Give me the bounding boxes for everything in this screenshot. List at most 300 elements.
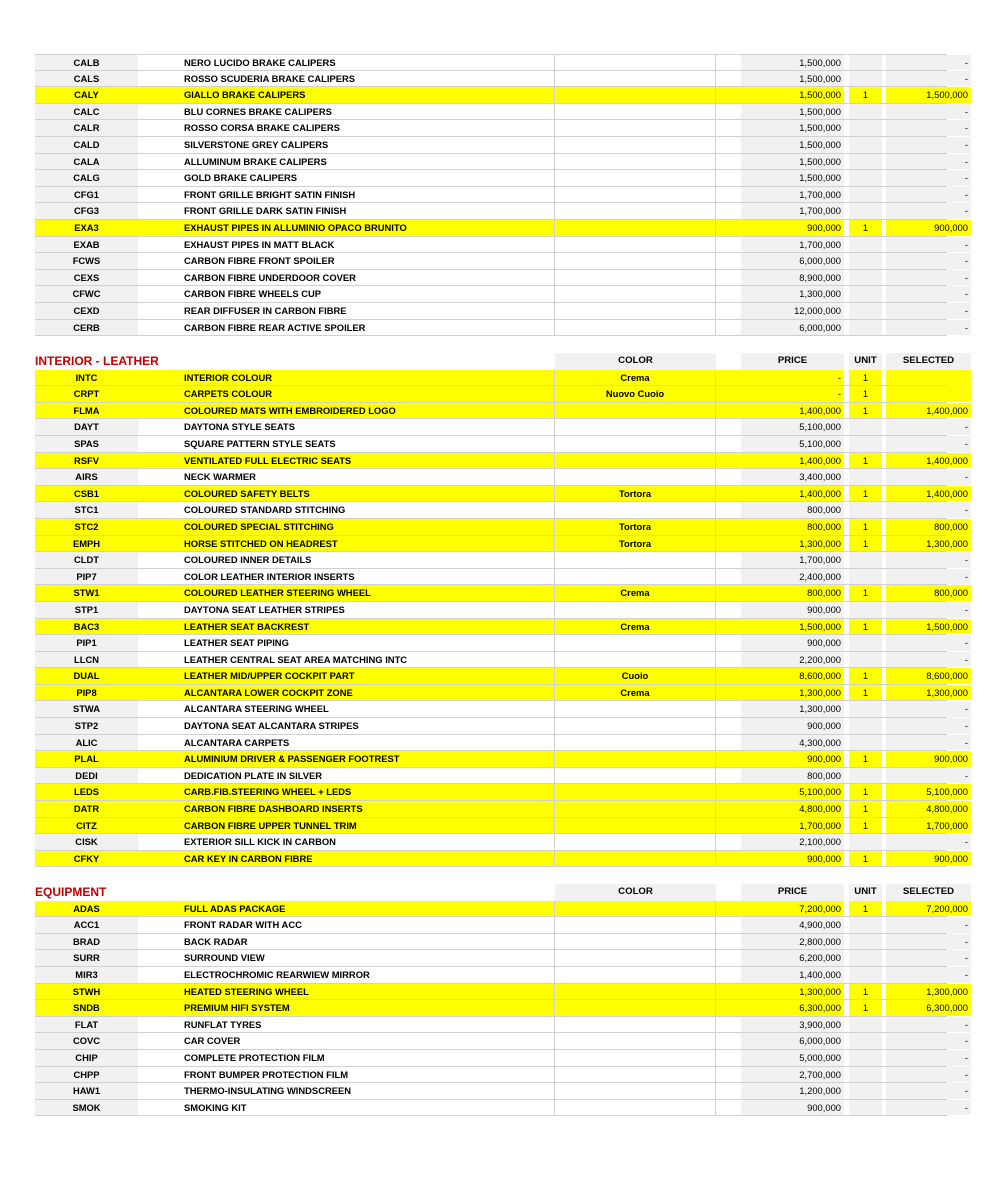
- cell-spacer: [716, 602, 741, 618]
- option-selected-amount: -: [886, 469, 971, 485]
- option-unit: [849, 934, 882, 950]
- table-row: [35, 950, 968, 967]
- option-color: [555, 137, 716, 153]
- option-unit: 1: [849, 585, 882, 601]
- option-selected-amount: -: [886, 1017, 971, 1033]
- option-price: -: [741, 386, 844, 402]
- option-color: [555, 220, 716, 236]
- option-description: LEATHER SEAT BACKREST: [138, 619, 555, 635]
- option-unit: [849, 104, 882, 120]
- option-unit: [849, 469, 882, 485]
- option-description: COLOURED MATS WITH EMBROIDERED LOGO: [138, 403, 555, 419]
- option-selected-amount: -: [886, 635, 971, 651]
- option-code: STWA: [35, 701, 138, 717]
- option-selected-amount: -: [886, 569, 971, 585]
- cell-spacer: [716, 984, 741, 1000]
- column-header-price: PRICE: [741, 353, 844, 370]
- option-code: STP1: [35, 602, 138, 618]
- option-price: 1,400,000: [741, 453, 844, 469]
- option-code: CEXD: [35, 303, 138, 319]
- option-code: CSB1: [35, 486, 138, 502]
- option-price: 1,300,000: [741, 685, 844, 701]
- option-color: [555, 87, 716, 103]
- option-code: PIP8: [35, 685, 138, 701]
- option-unit: 1: [849, 370, 882, 386]
- table-row: [35, 220, 968, 237]
- table-row: [35, 502, 968, 519]
- option-color: [555, 403, 716, 419]
- cell-spacer: [716, 303, 741, 319]
- option-color: [555, 286, 716, 302]
- option-unit: 1: [849, 851, 882, 867]
- option-selected-amount: 800,000: [886, 585, 971, 601]
- option-price: 900,000: [741, 851, 844, 867]
- option-description: SILVERSTONE GREY CALIPERS: [138, 137, 555, 153]
- option-selected-amount: -: [886, 154, 971, 170]
- table-row: [35, 602, 968, 619]
- option-code: CALY: [35, 87, 138, 103]
- option-unit: [849, 552, 882, 568]
- option-description: HEATED STEERING WHEEL: [138, 984, 555, 1000]
- option-price: 1,500,000: [741, 619, 844, 635]
- table-row: [35, 286, 968, 303]
- cell-spacer: [716, 220, 741, 236]
- option-price: 1,500,000: [741, 154, 844, 170]
- option-price: 1,400,000: [741, 486, 844, 502]
- option-unit: [849, 718, 882, 734]
- option-selected-amount: -: [886, 55, 971, 70]
- option-selected-amount: -: [886, 419, 971, 435]
- cell-spacer: [716, 685, 741, 701]
- option-code: CEXS: [35, 270, 138, 286]
- option-code: DAYT: [35, 419, 138, 435]
- cell-spacer: [716, 536, 741, 552]
- option-color: [555, 203, 716, 219]
- option-color: [555, 1000, 716, 1016]
- option-description: CARBON FIBRE FRONT SPOILER: [138, 253, 555, 269]
- option-description: FRONT GRILLE BRIGHT SATIN FINISH: [138, 187, 555, 203]
- cell-spacer: [716, 917, 741, 933]
- option-selected-amount: 1,400,000: [886, 453, 971, 469]
- option-selected-amount: 7,200,000: [886, 901, 971, 917]
- table-row: [35, 668, 968, 685]
- option-color: [555, 453, 716, 469]
- option-color: [555, 751, 716, 767]
- option-unit: [849, 154, 882, 170]
- option-code: LEDS: [35, 784, 138, 800]
- cell-spacer: [716, 370, 741, 386]
- option-price: 1,500,000: [741, 87, 844, 103]
- cell-spacer: [716, 486, 741, 502]
- option-price: 6,000,000: [741, 1033, 844, 1049]
- option-selected-amount: -: [886, 1033, 971, 1049]
- option-unit: 1: [849, 901, 882, 917]
- option-unit: 1: [849, 668, 882, 684]
- table-row: [35, 253, 968, 270]
- option-price: 900,000: [741, 1100, 844, 1116]
- table-row: [35, 1033, 968, 1050]
- option-unit: [849, 735, 882, 751]
- cell-spacer: [716, 818, 741, 834]
- option-color: [555, 1067, 716, 1083]
- option-selected-amount: -: [886, 701, 971, 717]
- table-row: [35, 320, 968, 337]
- table-row: [35, 984, 968, 1001]
- table-row: [35, 635, 968, 652]
- cell-spacer: [716, 71, 741, 87]
- option-unit: 1: [849, 536, 882, 552]
- option-description: LEATHER CENTRAL SEAT AREA MATCHING INTC: [138, 652, 555, 668]
- option-description: COLOURED SAFETY BELTS: [138, 486, 555, 502]
- option-color: Crema: [555, 370, 716, 386]
- option-description: DAYTONA STYLE SEATS: [138, 419, 555, 435]
- option-code: EXA3: [35, 220, 138, 236]
- option-unit: 1: [849, 519, 882, 535]
- option-unit: 1: [849, 784, 882, 800]
- option-code: CALG: [35, 170, 138, 186]
- cell-spacer: [716, 1100, 741, 1116]
- option-color: [555, 270, 716, 286]
- option-price: 2,100,000: [741, 834, 844, 850]
- table-row: [35, 818, 968, 835]
- option-description: GIALLO BRAKE CALIPERS: [138, 87, 555, 103]
- option-selected-amount: -: [886, 187, 971, 203]
- option-code: ALIC: [35, 735, 138, 751]
- option-selected-amount: 900,000: [886, 851, 971, 867]
- cell-spacer: [716, 1083, 741, 1099]
- option-price: 1,300,000: [741, 536, 844, 552]
- option-description: LEATHER MID/UPPER COCKPIT PART: [138, 668, 555, 684]
- option-unit: [849, 950, 882, 966]
- table-row: [35, 901, 968, 918]
- table-row: [35, 386, 947, 403]
- cell-spacer: [716, 668, 741, 684]
- option-price: 2,200,000: [741, 652, 844, 668]
- option-selected-amount: -: [886, 203, 971, 219]
- option-selected-amount: -: [886, 71, 971, 87]
- option-description: ALCANTARA STEERING WHEEL: [138, 701, 555, 717]
- column-header-unit: UNIT: [849, 353, 882, 370]
- option-selected-amount: 8,600,000: [886, 668, 971, 684]
- option-price: 1,700,000: [741, 203, 844, 219]
- option-description: LEATHER SEAT PIPING: [138, 635, 555, 651]
- option-selected-amount: -: [886, 718, 971, 734]
- option-color: Crema: [555, 685, 716, 701]
- option-color: Crema: [555, 619, 716, 635]
- cell-spacer: [716, 120, 741, 136]
- option-code: CISK: [35, 834, 138, 850]
- option-code: SMOK: [35, 1100, 138, 1116]
- option-unit: [849, 502, 882, 518]
- equipment-rows: [35, 901, 968, 1117]
- equipment-table: [35, 884, 968, 1116]
- option-code: FCWS: [35, 253, 138, 269]
- option-price: 1,700,000: [741, 818, 844, 834]
- option-color: [555, 950, 716, 966]
- option-unit: [849, 1083, 882, 1099]
- table-row: [35, 87, 968, 104]
- option-unit: [849, 701, 882, 717]
- option-unit: 1: [849, 984, 882, 1000]
- option-price: 1,500,000: [741, 55, 844, 70]
- option-price: 3,900,000: [741, 1017, 844, 1033]
- table-row: [35, 519, 968, 536]
- option-color: [555, 170, 716, 186]
- table-row: [35, 735, 968, 752]
- option-color: Tortora: [555, 519, 716, 535]
- option-unit: 1: [849, 619, 882, 635]
- cell-spacer: [716, 137, 741, 153]
- option-price: 3,400,000: [741, 469, 844, 485]
- exterior-rows: [35, 54, 968, 336]
- table-row: [35, 303, 968, 320]
- option-code: CALB: [35, 55, 138, 70]
- option-selected-amount: -: [886, 1100, 971, 1116]
- table-row: [35, 619, 968, 636]
- option-price: 1,400,000: [741, 967, 844, 983]
- option-description: DAYTONA SEAT ALCANTARA STRIPES: [138, 718, 555, 734]
- option-description: BLU CORNES BRAKE CALIPERS: [138, 104, 555, 120]
- option-code: CFG3: [35, 203, 138, 219]
- option-code: CFWC: [35, 286, 138, 302]
- option-color: [555, 735, 716, 751]
- option-selected-amount: -: [886, 120, 971, 136]
- option-description: THERMO-INSULATING WINDSCREEN: [138, 1083, 555, 1099]
- option-description: CAR KEY IN CARBON FIBRE: [138, 851, 555, 867]
- option-description: CARB.FIB.STEERING WHEEL + LEDS: [138, 784, 555, 800]
- option-selected-amount: 1,700,000: [886, 818, 971, 834]
- option-unit: [849, 1100, 882, 1116]
- option-code: SPAS: [35, 436, 138, 452]
- option-unit: 1: [849, 1000, 882, 1016]
- option-price: 900,000: [741, 602, 844, 618]
- cell-spacer: [716, 718, 741, 734]
- option-selected-amount: 1,400,000: [886, 403, 971, 419]
- option-color: [555, 1083, 716, 1099]
- option-selected-amount: -: [886, 1050, 971, 1066]
- option-description: SURROUND VIEW: [138, 950, 555, 966]
- option-code: CFG1: [35, 187, 138, 203]
- table-row: [35, 104, 968, 121]
- option-color: [555, 469, 716, 485]
- option-description: DAYTONA SEAT LEATHER STRIPES: [138, 602, 555, 618]
- option-color: [555, 552, 716, 568]
- cell-spacer: [716, 934, 741, 950]
- option-color: [555, 154, 716, 170]
- option-unit: [849, 1017, 882, 1033]
- option-code: BRAD: [35, 934, 138, 950]
- section-title: EQUIPMENT: [35, 885, 107, 899]
- cell-spacer: [716, 403, 741, 419]
- cell-spacer: [716, 519, 741, 535]
- option-color: [555, 635, 716, 651]
- option-unit: [849, 286, 882, 302]
- table-row: [35, 1017, 968, 1034]
- option-description: EXHAUST PIPES IN MATT BLACK: [138, 237, 555, 253]
- option-description: CARBON FIBRE DASHBOARD INSERTS: [138, 801, 555, 817]
- option-code: PIP7: [35, 569, 138, 585]
- option-selected-amount: 6,300,000: [886, 1000, 971, 1016]
- cell-spacer: [716, 585, 741, 601]
- table-row: [35, 1000, 968, 1017]
- option-price: 6,200,000: [741, 950, 844, 966]
- option-description: COLOR LEATHER INTERIOR INSERTS: [138, 569, 555, 585]
- option-unit: [849, 917, 882, 933]
- option-code: STC1: [35, 502, 138, 518]
- option-code: ADAS: [35, 901, 138, 917]
- cell-spacer: [716, 187, 741, 203]
- option-code: CALA: [35, 154, 138, 170]
- table-row: [35, 436, 968, 453]
- option-description: FULL ADAS PACKAGE: [138, 901, 555, 917]
- option-price: 1,300,000: [741, 984, 844, 1000]
- option-description: ROSSO CORSA BRAKE CALIPERS: [138, 120, 555, 136]
- option-description: CARBON FIBRE UNDERDOOR COVER: [138, 270, 555, 286]
- option-price: 5,000,000: [741, 1050, 844, 1066]
- option-unit: [849, 602, 882, 618]
- option-selected-amount: -: [886, 1067, 971, 1083]
- option-unit: [849, 1033, 882, 1049]
- cell-spacer: [716, 436, 741, 452]
- cell-spacer: [716, 768, 741, 784]
- table-row: [35, 170, 968, 187]
- option-price: 2,800,000: [741, 934, 844, 950]
- section-title: INTERIOR - LEATHER: [35, 354, 159, 368]
- option-price: 900,000: [741, 635, 844, 651]
- option-color: [555, 120, 716, 136]
- option-description: NECK WARMER: [138, 469, 555, 485]
- option-selected-amount: 1,400,000: [886, 486, 971, 502]
- option-price: 800,000: [741, 585, 844, 601]
- option-unit: [849, 1067, 882, 1083]
- option-code: CLDT: [35, 552, 138, 568]
- option-selected-amount: -: [886, 303, 971, 319]
- option-description: ALCANTARA CARPETS: [138, 735, 555, 751]
- table-row: [35, 967, 968, 984]
- option-price: 7,200,000: [741, 901, 844, 917]
- option-selected-amount: 1,300,000: [886, 984, 971, 1000]
- option-selected-amount: 1,500,000: [886, 87, 971, 103]
- table-row: [35, 1050, 968, 1067]
- option-code: CFKY: [35, 851, 138, 867]
- interior-rows: [35, 370, 968, 868]
- option-price: 6,000,000: [741, 320, 844, 336]
- option-color: [555, 984, 716, 1000]
- option-price: 900,000: [741, 751, 844, 767]
- option-unit: [849, 569, 882, 585]
- option-code: SURR: [35, 950, 138, 966]
- option-description: EXHAUST PIPES IN ALLUMINIO OPACO BRUNITO: [138, 220, 555, 236]
- option-description: INTERIOR COLOUR: [138, 370, 555, 386]
- option-selected-amount: -: [886, 950, 971, 966]
- table-row: [35, 270, 968, 287]
- option-color: [555, 1033, 716, 1049]
- option-code: LLCN: [35, 652, 138, 668]
- table-row: [35, 419, 968, 436]
- cell-spacer: [716, 751, 741, 767]
- option-description: CAR COVER: [138, 1033, 555, 1049]
- option-selected-amount: -: [886, 834, 971, 850]
- option-selected-amount: -: [886, 552, 971, 568]
- option-description: DEDICATION PLATE IN SILVER: [138, 768, 555, 784]
- option-price: 1,300,000: [741, 286, 844, 302]
- option-color: Crema: [555, 585, 716, 601]
- cell-spacer: [716, 569, 741, 585]
- option-selected-amount: -: [886, 170, 971, 186]
- option-code: AIRS: [35, 469, 138, 485]
- cell-spacer: [716, 87, 741, 103]
- option-description: COLOURED INNER DETAILS: [138, 552, 555, 568]
- option-unit: [849, 1050, 882, 1066]
- cell-spacer: [716, 901, 741, 917]
- option-description: EXTERIOR SILL KICK IN CARBON: [138, 834, 555, 850]
- option-description: PREMIUM HIFI SYSTEM: [138, 1000, 555, 1016]
- option-price: -: [741, 370, 844, 386]
- option-description: FRONT GRILLE DARK SATIN FINISH: [138, 203, 555, 219]
- option-code: RSFV: [35, 453, 138, 469]
- option-selected-amount: 4,800,000: [886, 801, 971, 817]
- table-row: [35, 1083, 968, 1100]
- option-color: Tortora: [555, 486, 716, 502]
- cell-spacer: [716, 701, 741, 717]
- option-price: 1,700,000: [741, 237, 844, 253]
- option-color: [555, 834, 716, 850]
- option-price: 1,500,000: [741, 137, 844, 153]
- option-code: COVC: [35, 1033, 138, 1049]
- option-color: [555, 253, 716, 269]
- option-code: FLMA: [35, 403, 138, 419]
- option-code: ACC1: [35, 917, 138, 933]
- option-code: STWH: [35, 984, 138, 1000]
- table-row: [35, 751, 968, 768]
- option-selected-amount: -: [886, 436, 971, 452]
- table-row: [35, 701, 968, 718]
- option-code: DUAL: [35, 668, 138, 684]
- option-unit: [849, 320, 882, 336]
- cell-spacer: [716, 1067, 741, 1083]
- option-color: [555, 784, 716, 800]
- option-color: [555, 187, 716, 203]
- option-code: STW1: [35, 585, 138, 601]
- table-row: [35, 685, 968, 702]
- option-code: CHIP: [35, 1050, 138, 1066]
- option-description: ALLUMINUM BRAKE CALIPERS: [138, 154, 555, 170]
- option-color: [555, 1017, 716, 1033]
- option-color: Nuovo Cuoio: [555, 386, 716, 402]
- option-description: SMOKING KIT: [138, 1100, 555, 1116]
- cell-spacer: [716, 386, 741, 402]
- column-header-price: PRICE: [741, 884, 844, 901]
- option-description: ALUMINIUM DRIVER & PASSENGER FOOTREST: [138, 751, 555, 767]
- option-description: REAR DIFFUSER IN CARBON FIBRE: [138, 303, 555, 319]
- option-code: HAW1: [35, 1083, 138, 1099]
- option-code: MIR3: [35, 967, 138, 983]
- option-code: CHPP: [35, 1067, 138, 1083]
- table-row: [35, 569, 968, 586]
- cell-spacer: [716, 286, 741, 302]
- option-code: EXAB: [35, 237, 138, 253]
- cell-spacer: [716, 154, 741, 170]
- option-selected-amount: -: [886, 137, 971, 153]
- option-code: DATR: [35, 801, 138, 817]
- option-code: PLAL: [35, 751, 138, 767]
- table-row: [35, 187, 968, 204]
- equipment-header: [35, 884, 955, 901]
- option-price: 6,300,000: [741, 1000, 844, 1016]
- option-unit: [849, 71, 882, 87]
- option-color: [555, 851, 716, 867]
- table-row: [35, 469, 968, 486]
